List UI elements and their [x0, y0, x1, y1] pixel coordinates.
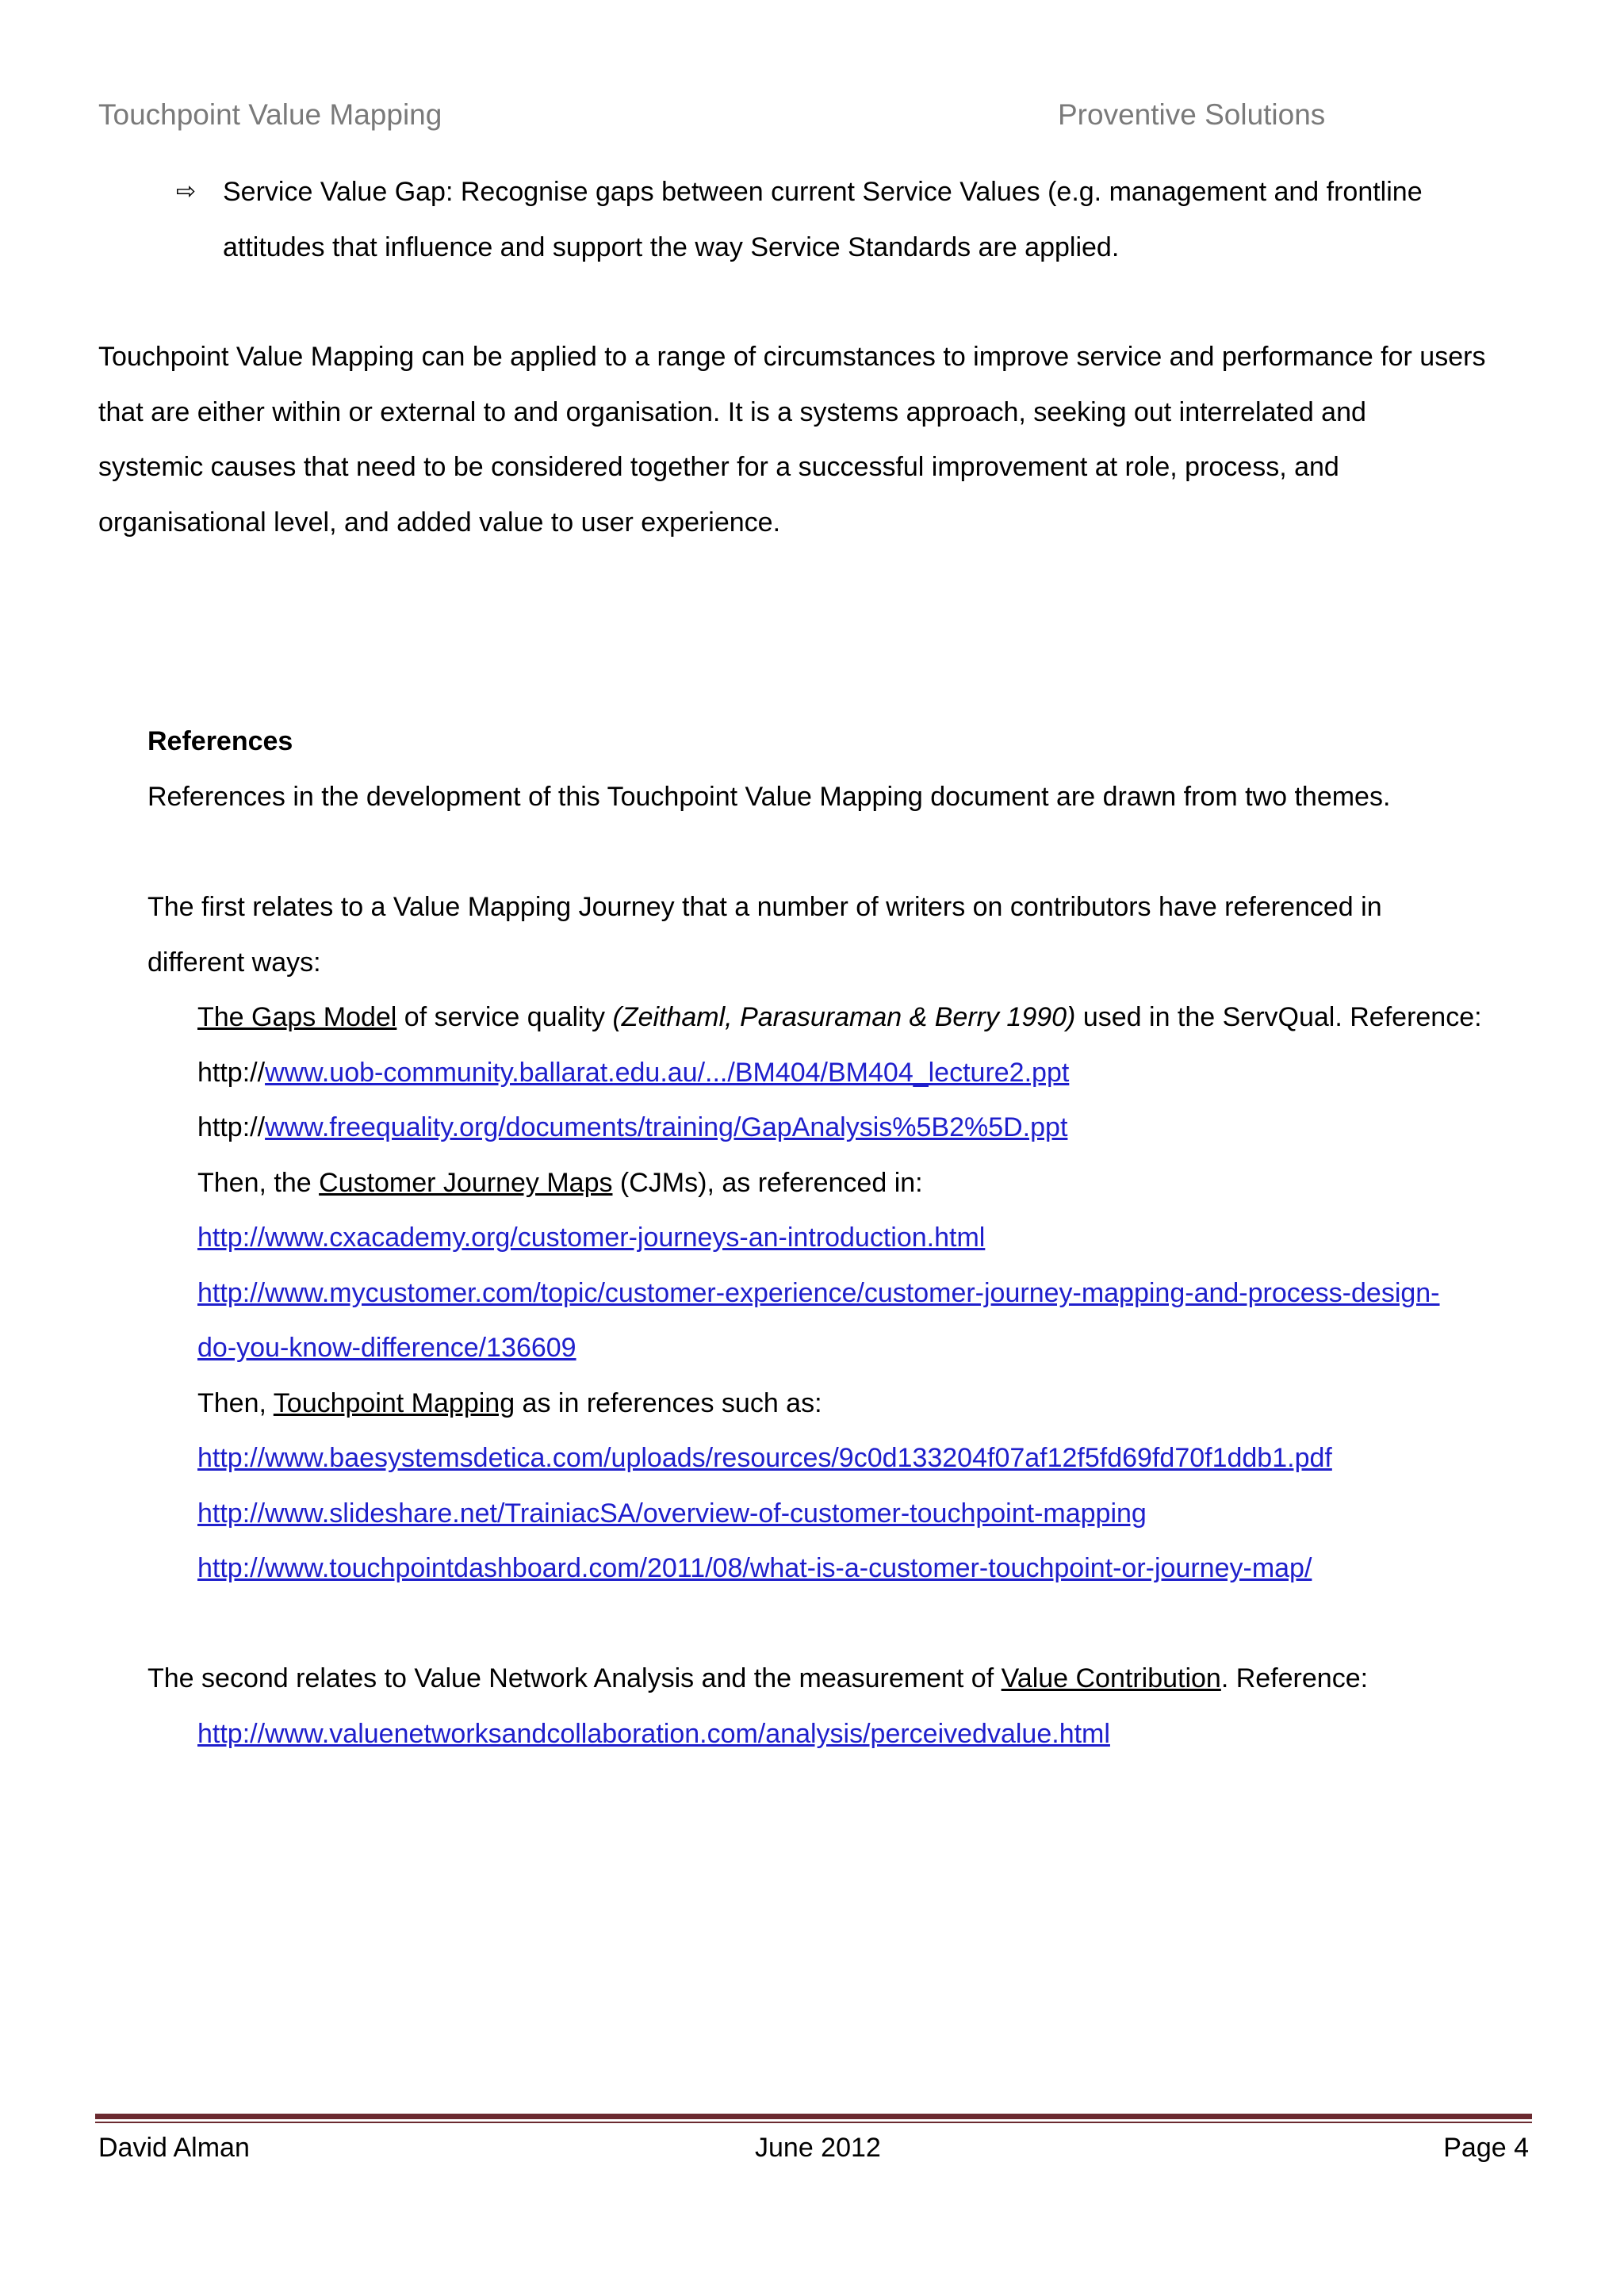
intro-line-1: Touchpoint Value Mapping can be applied to a range of circumstances to improve service and performance for users [98, 342, 1486, 372]
header-company: Proventive Solutions [1058, 98, 1326, 131]
url-line-5 [197, 1430, 1332, 1486]
url-line-8 [197, 1706, 1110, 1762]
references-intro: References in the development of this Touchpoint Value Mapping document are drawn from two themes. [147, 782, 1391, 812]
bullet-line-1: Service Value Gap: Recognise gaps between current Service Values (e.g. management and frontline [223, 177, 1423, 207]
cjm-link[interactable]: Customer Journey Maps [319, 1168, 613, 1198]
url-line-1: http://www.uob-community.ballarat.edu.au/.../BM404/BM404_lecture2.ppt [197, 1058, 1070, 1088]
cjm-line: Then, the Customer Journey Maps (CJMs), as referenced in: [197, 1168, 923, 1198]
url-line-4b [197, 1320, 576, 1376]
baesystems-link[interactable]: http://www.baesystemsdetica.com/uploads/resources/9c0d133204f07af12f5fd69fd70f1ddb1.pdf [197, 1443, 1332, 1473]
url-line-7 [197, 1540, 1312, 1596]
second-theme-line: The second relates to Value Network Analysis and the measurement of Value Contribution. Reference: [147, 1663, 1369, 1693]
touchpoint-mapping-line: Then, Touchpoint Mapping as in references such as: [197, 1388, 822, 1418]
mycustomer-link[interactable]: http://www.mycustomer.com/topic/customer-experience/customer-journey-mapping-and-process-design- [197, 1278, 1440, 1308]
gaps-model-link[interactable]: The Gaps Model [197, 1002, 397, 1032]
mycustomer-link-cont[interactable]: do-you-know-difference/136609 [197, 1333, 576, 1363]
header-title: Touchpoint Value Mapping [98, 98, 442, 131]
uob-lecture-link[interactable]: www.uob-community.ballarat.edu.au/.../BM404/BM404_lecture2.ppt [265, 1058, 1070, 1088]
touchpointdashboard-link[interactable]: http://www.touchpointdashboard.com/2011/08/what-is-a-customer-touchpoint-or-journey-map/ [197, 1553, 1312, 1583]
first-theme-line-2: different ways: [147, 947, 321, 978]
intro-line-3: systemic causes that need to be considered together for a successful improvement at role, process, and [98, 452, 1339, 482]
freequality-link[interactable]: www.freequality.org/documents/training/GapAnalysis%5B2%5D.ppt [265, 1112, 1068, 1142]
footer-rule-thin [95, 2122, 1532, 2123]
first-theme-line-1: The first relates to a Value Mapping Journey that a number of writers on contributors have referenced in [147, 892, 1382, 922]
slideshare-link[interactable]: http://www.slideshare.net/TrainiacSA/overview-of-customer-touchpoint-mapping [197, 1498, 1147, 1529]
footer-rule-thick [95, 2114, 1532, 2119]
url-line-4a [197, 1265, 1440, 1321]
gaps-model-citation: (Zeithaml, Parasuraman & Berry 1990) [612, 1002, 1076, 1032]
valuenetworks-link[interactable]: http://www.valuenetworksandcollaboration.com/analysis/perceivedvalue.html [197, 1719, 1110, 1749]
gaps-model-line: The Gaps Model of service quality (Zeithaml, Parasuraman & Berry 1990) used in the ServQual. Reference: [197, 1002, 1482, 1032]
footer-page-number: Page 4 [1443, 2133, 1529, 2163]
footer-author: David Alman [98, 2133, 250, 2163]
url-line-6 [197, 1486, 1147, 1541]
url-line-2: http://www.freequality.org/documents/training/GapAnalysis%5B2%5D.ppt [197, 1112, 1068, 1142]
url-line-3 [197, 1210, 985, 1265]
arrow-bullet-icon: ⇨ [176, 178, 197, 205]
intro-line-4: organisational level, and added value to user experience. [98, 507, 781, 538]
bullet-line-2: attitudes that influence and support the way Service Standards are applied. [223, 232, 1120, 262]
value-contribution-link[interactable]: Value Contribution [1001, 1663, 1221, 1693]
cxacademy-link[interactable]: http://www.cxacademy.org/customer-journeys-an-introduction.html [197, 1223, 986, 1253]
touchpoint-mapping-link[interactable]: Touchpoint Mapping [273, 1388, 515, 1418]
intro-line-2: that are either within or external to and organisation. It is a systems approach, seeking out interrelated and [98, 397, 1366, 427]
footer-date: June 2012 [755, 2133, 881, 2163]
references-heading: References [147, 726, 293, 756]
